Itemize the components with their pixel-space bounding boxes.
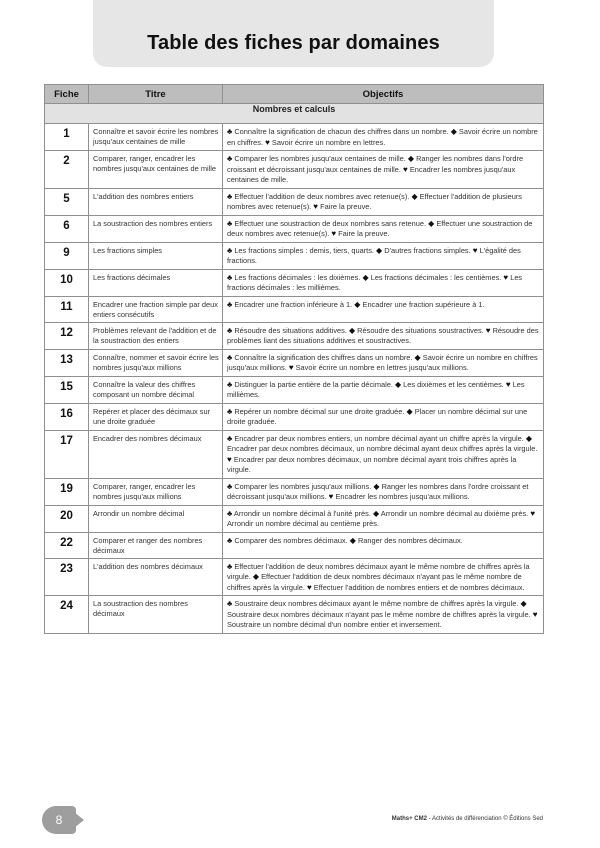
table-row (45, 403, 544, 430)
table-row (45, 376, 544, 403)
fiche-objectives (223, 376, 544, 403)
fiche-number: 17 (45, 430, 89, 478)
fiche-number: 20 (45, 505, 89, 532)
heart-icon: ♥ (227, 454, 232, 464)
club-icon: ♣ (227, 406, 233, 416)
objective-text: Arrondir un nombre décimal à l'unité près. (233, 508, 371, 518)
club-icon: ♣ (227, 299, 233, 309)
page-title: Table des fiches par domaines (147, 32, 440, 54)
table-row (45, 596, 544, 634)
title-banner (93, 0, 494, 67)
objective-text: Repérer un nombre décimal sur une droite graduée. (234, 406, 405, 416)
fiche-title: Repérer et placer des décimaux sur une droite graduée (89, 403, 223, 430)
fiche-objectives (223, 124, 544, 151)
objective-text: Arrondir un nombre décimal au centième près. (227, 519, 379, 528)
fiche-number: 19 (45, 478, 89, 505)
club-icon: ♣ (227, 481, 233, 491)
objective-text: Effectuer une soustraction de deux nombres sans retenue. (234, 218, 427, 228)
objective-text: Résoudre des problèmes liant des situations additives et soustractives. (227, 325, 539, 345)
club-icon: ♣ (227, 379, 233, 389)
fiche-number: 24 (45, 596, 89, 634)
fiche-title: Les fractions décimales (89, 269, 223, 296)
heart-icon: ♥ (306, 582, 312, 592)
section-title: Nombres et calculs (45, 104, 544, 124)
objective-text: Soustraire deux nombres décimaux n'ayant pas le même nombre de chiffres après la virgule. (227, 609, 531, 619)
fiche-objectives (223, 430, 544, 478)
objective-text: Encadrer par deux nombres entiers, un nombre décimal ayant un chiffre après la virgule. (234, 433, 524, 443)
objective-text: Savoir écrire un nombre en chiffres jusqu'aux millions. (227, 352, 538, 372)
fiche-title: La soustraction des nombres entiers (89, 215, 223, 242)
table-row (45, 215, 544, 242)
fiche-title: Comparer et ranger des nombres décimaux (89, 532, 223, 558)
diamond-icon: ◆ (450, 127, 457, 136)
objective-text: Comparer des nombres décimaux. (234, 535, 348, 545)
objective-text: D'autres fractions simples. (384, 245, 471, 255)
fiche-objectives (223, 403, 544, 430)
fiche-number: 15 (45, 376, 89, 403)
fiche-title: Connaître la valeur des chiffres composant un nombre décimal (89, 376, 223, 403)
section-row (45, 104, 544, 124)
table-row (45, 269, 544, 296)
heart-icon: ♥ (288, 363, 294, 372)
fiche-title: Comparer, ranger, encadrer les nombres jusqu'aux centaines de mille (89, 151, 223, 189)
objective-text: Effectuer l'addition de deux nombres avec retenue(s). (234, 191, 410, 201)
diamond-icon: ◆ (348, 325, 356, 335)
fiche-number: 23 (45, 558, 89, 596)
heart-icon: ♥ (505, 379, 511, 389)
club-icon: ♣ (227, 272, 233, 282)
objective-text: Effectuer l'addition de plusieurs nombres avec retenue(s). (227, 191, 522, 211)
heart-icon: ♥ (472, 245, 478, 255)
objective-text: Encadrer une fraction inférieure à 1. (234, 299, 353, 309)
club-icon: ♣ (227, 127, 233, 136)
objective-text: Comparer les nombres jusqu'aux centaines de mille. (234, 154, 406, 163)
objective-text: Les dixièmes et les centièmes. (403, 379, 504, 389)
table-row (45, 558, 544, 596)
table-row (45, 188, 544, 215)
objective-text: Les fractions simples : demis, tiers, quarts. (234, 245, 374, 255)
header-titre: Titre (89, 85, 223, 104)
club-icon: ♣ (227, 218, 233, 228)
objective-text: Les fractions décimales : les millièmes. (227, 272, 523, 292)
club-icon: ♣ (227, 508, 233, 518)
page-number-badge (42, 806, 76, 834)
table-row (45, 349, 544, 376)
fiche-number: 9 (45, 242, 89, 269)
objective-text: Effectuer l'addition de deux nombres décimaux n'ayant pas le même nombre de chiffres après la virgule. (227, 572, 522, 592)
objective-text: Effectuer une soustraction de deux nombres avec retenue(s). (227, 218, 533, 238)
heart-icon: ♥ (403, 164, 408, 174)
club-icon: ♣ (227, 535, 233, 545)
fiche-number: 16 (45, 403, 89, 430)
fiche-title: Les fractions simples (89, 242, 223, 269)
footer-copyright: - Activités de différenciation © Éditions Sed (426, 816, 543, 822)
objective-text: Encadrer les nombres jusqu'aux millions. (335, 492, 470, 501)
objective-text: Connaître la signification de chacun des chiffres dans un nombre. (234, 127, 449, 136)
table-row (45, 151, 544, 189)
diamond-icon: ◆ (373, 481, 380, 491)
page-number: 8 (55, 813, 63, 827)
fiche-number: 6 (45, 215, 89, 242)
objective-text: Soustraire deux nombres décimaux ayant le même nombre de chiffres après la virgule. (234, 599, 519, 608)
fiche-objectives (223, 478, 544, 505)
objective-text: Les fractions décimales : les centièmes. (370, 272, 502, 282)
objective-text: Distinguer la partie entière de la partie décimale. (234, 379, 393, 389)
table-header-row (45, 85, 544, 104)
fiche-objectives (223, 505, 544, 532)
diamond-icon: ◆ (520, 599, 527, 608)
objective-text: Arrondir un nombre décimal au dixième près. (380, 508, 529, 518)
fiche-title: Connaître, nommer et savoir écrire les nombres jusqu'aux millions (89, 349, 223, 376)
club-icon: ♣ (227, 433, 233, 443)
objective-text: Ranger les nombres dans l'ordre croissant et décroissant jusqu'aux millions. (227, 481, 529, 501)
club-icon: ♣ (227, 325, 233, 335)
fiche-objectives (223, 242, 544, 269)
fiche-number: 2 (45, 151, 89, 189)
diamond-icon: ◆ (372, 508, 380, 518)
fiche-number: 22 (45, 532, 89, 558)
fiche-number: 5 (45, 188, 89, 215)
diamond-icon: ◆ (362, 272, 369, 282)
table-row (45, 505, 544, 532)
fiche-objectives (223, 349, 544, 376)
objective-text: Savoir écrire un nombre en lettres jusqu'aux millions. (295, 363, 469, 372)
fiche-objectives (223, 151, 544, 189)
diamond-icon: ◆ (252, 572, 260, 581)
objective-text: Résoudre des situations additives. (234, 325, 347, 335)
fiche-objectives (223, 322, 544, 349)
table-row (45, 322, 544, 349)
objective-text: Les millièmes. (227, 379, 525, 399)
diamond-icon: ◆ (525, 433, 533, 443)
fiche-objectives (223, 532, 544, 558)
table-row (45, 124, 544, 151)
objective-text: Effectuer l'addition de nombres entiers et de nombres décimaux. (313, 582, 525, 592)
fiche-objectives (223, 558, 544, 596)
fiches-table (44, 84, 544, 634)
fiche-objectives (223, 296, 544, 322)
fiche-number: 13 (45, 349, 89, 376)
fiche-title: L'addition des nombres entiers (89, 188, 223, 215)
diamond-icon: ◆ (428, 218, 435, 228)
heart-icon: ♥ (331, 229, 337, 238)
diamond-icon: ◆ (406, 406, 413, 416)
objective-text: Soustraire un nombre décimal d'un nombre entier et inversement. (227, 620, 442, 629)
fiche-number: 12 (45, 322, 89, 349)
objective-text: Les fractions décimales : les dixièmes. (234, 272, 361, 282)
objective-text: Encadrer par deux nombres décimaux, un nombre décimal ayant deux chiffres après la virgule. (227, 444, 538, 453)
fiche-title: Problèmes relevant de l'addition et de la soustraction des entiers (89, 322, 223, 349)
fiche-title: Encadrer une fraction simple par deux entiers consécutifs (89, 296, 223, 322)
club-icon: ♣ (227, 352, 233, 362)
fiche-number: 11 (45, 296, 89, 322)
heart-icon: ♥ (485, 325, 491, 335)
heart-icon: ♥ (503, 272, 509, 282)
heart-icon: ♥ (265, 137, 270, 147)
club-icon: ♣ (227, 245, 233, 255)
club-icon: ♣ (227, 561, 233, 571)
fiche-title: Comparer, ranger, encadrer les nombres jusqu'aux millions (89, 478, 223, 505)
objective-text: Savoir écrire un nombre en lettres. (271, 137, 386, 147)
diamond-icon: ◆ (354, 299, 361, 309)
objective-text: Encadrer une fraction supérieure à 1. (362, 299, 485, 309)
objective-text: Comparer les nombres jusqu'aux millions. (234, 481, 372, 491)
fiche-number: 10 (45, 269, 89, 296)
table-row (45, 430, 544, 478)
heart-icon: ♥ (328, 492, 334, 501)
fiche-objectives (223, 215, 544, 242)
objective-text: Encadrer par deux nombres décimaux, un nombre décimal ayant trois chiffres après la virgule. (227, 454, 517, 474)
fiche-title: La soustraction des nombres décimaux (89, 596, 223, 634)
objective-text: Faire la preuve. (320, 202, 372, 211)
fiche-objectives (223, 188, 544, 215)
objective-text: Encadrer les nombres jusqu'aux centaines de mille. (227, 164, 516, 184)
footer-credit (392, 816, 543, 822)
fiche-objectives (223, 269, 544, 296)
table-row (45, 296, 544, 322)
objective-text: L'égalité des fractions. (227, 245, 521, 265)
fiche-objectives (223, 596, 544, 634)
fiche-title: L'addition des nombres décimaux (89, 558, 223, 596)
fiche-title: Connaître et savoir écrire les nombres jusqu'aux centaines de mille (89, 124, 223, 151)
header-objectifs: Objectifs (223, 85, 544, 104)
diamond-icon: ◆ (411, 191, 418, 201)
fiche-number: 1 (45, 124, 89, 151)
diamond-icon: ◆ (394, 379, 402, 389)
footer-brand: Maths+ CM2 (391, 816, 427, 822)
objective-text: Faire la preuve. (338, 229, 390, 238)
objective-text: Résoudre des situations soustractives. (357, 325, 484, 335)
diamond-icon: ◆ (376, 245, 383, 255)
fiche-title: Arrondir un nombre décimal (89, 505, 223, 532)
diamond-icon: ◆ (414, 352, 421, 362)
club-icon: ♣ (227, 154, 233, 163)
table-row (45, 242, 544, 269)
objective-text: Ranger les nombres dans l'ordre croissant et décroissant jusqu'aux centaines de mille. (227, 154, 524, 174)
objective-text: Ranger des nombres décimaux. (357, 535, 463, 545)
objective-text: Connaître la signification des chiffres dans un nombre. (234, 352, 413, 362)
objective-text: Placer un nombre décimal sur une droite graduée. (227, 406, 528, 426)
diamond-icon: ◆ (407, 154, 415, 163)
club-icon: ♣ (227, 191, 233, 201)
table-row (45, 532, 544, 558)
heart-icon: ♥ (532, 609, 538, 619)
objective-text: Effectuer l'addition de deux nombres décimaux ayant le même nombre de chiffres après la virgule. (227, 561, 530, 581)
heart-icon: ♥ (313, 202, 319, 211)
heart-icon: ♥ (530, 508, 536, 518)
club-icon: ♣ (227, 599, 233, 608)
header-fiche: Fiche (45, 85, 89, 104)
table-row (45, 478, 544, 505)
objective-text: Savoir écrire un nombre en chiffres. (227, 127, 538, 147)
fiche-title: Encadrer des nombres décimaux (89, 430, 223, 478)
diamond-icon: ◆ (349, 535, 356, 545)
